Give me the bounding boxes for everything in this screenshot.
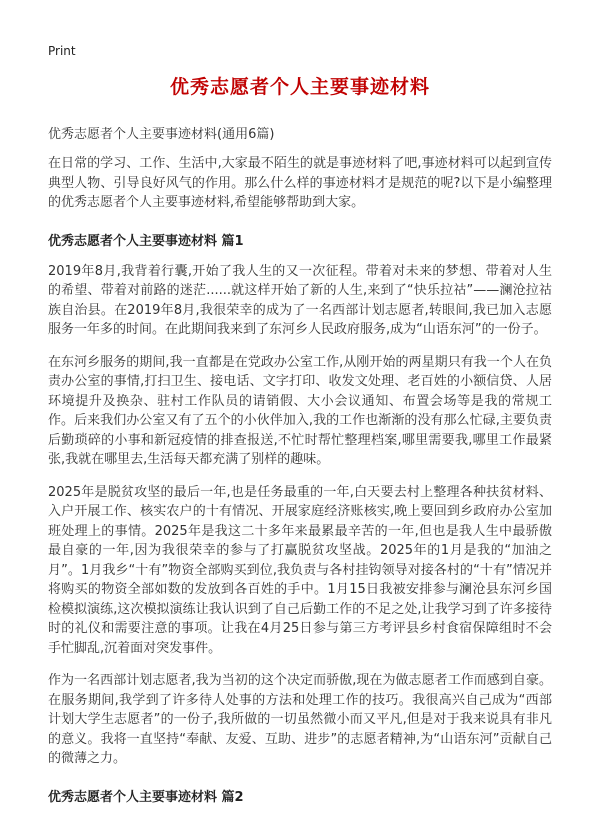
print-button[interactable]: Print bbox=[48, 44, 76, 58]
section-1-paragraph-1: 2019年8月,我背着行囊,开始了我人生的又一次征程。带着对未来的梦想、带着对人生的希望、带着对前路的迷茫......就这样开始了新的人生,来到了“快乐拉祜”——澜沧拉祜族自治县。在2019年8月,我很荣幸的成为了一名西部计划志愿者,转眼间,我已加入志愿服务一年多的时间。在此期间我来到了东河乡人民政府服务,成为“山语东河”的一份子。 bbox=[48, 263, 552, 337]
section-1-heading: 优秀志愿者个人主要事迹材料 篇1 bbox=[48, 233, 244, 249]
section-1-paragraph-4: 作为一名西部计划志愿者,我为当初的这个决定而骄傲,现在为做志愿者工作而感到自豪。在服务期间,我学到了许多待人处事的方法和处理工作的技巧。我很高兴自己成为“西部计划大学生志愿者”的一份子,我所做的一切虽然微小而又平凡,但是对于我来说具有非凡的意义。我将一直坚持“奉献、友爱、互助、进步”的志愿者精神,为“山语东河”贡献自己的微薄之力。 bbox=[48, 673, 552, 766]
page-title: 优秀志愿者个人主要事迹材料 bbox=[169, 76, 430, 98]
section-1-paragraph-2: 在东河乡服务的期间,我一直都是在党政办公室工作,从刚开始的两星期只有我一个人在负责办公室的事情,打扫卫生、接电话、文字打印、收发文处理、老百姓的小额信贷、人居环境提升及换杂、驻村工作队员的请销假、大小会议通知、布置会场等是我的常规工作。后来我们办公室又有了五个的小伙伴加入,我的工作也渐渐的没有那么忙碌,主要负责后勤琐碎的小事和新冠疫情的排查报送,不忙时帮忙整理档案,哪里需要我,哪里工作最紧张,我就在哪里去,生活每天都充满了别样的趣味。 bbox=[48, 354, 552, 467]
document-subtitle: 优秀志愿者个人主要事迹材料(通用6篇) bbox=[48, 127, 275, 142]
section-1-paragraph-3: 2025年是脱贫攻坚的最后一年,也是任务最重的一年,白天要去村上整理各种扶贫材料、入户开展工作、核实农户的十有情况、开展家庭经济账核实,晚上要回到乡政府办公室加班处理上的事情。2025年是我这二十多年来最累最辛苦的一年,但也是我人生中最骄傲最自豪的一年,因为我很荣幸的参与了打赢脱贫攻坚战。2025年的1月是我的“加油之月”。1月我乡“十有”物资全部购买到位,我负责与各村挂钩领导对接各村的“十有”情况并将购买的物资全部如数的发放到各百姓的手中。1月15日我被安排参与澜沧县东河乡国检模拟演练,这次模拟演练让我认识到了自己后勤工作的不足之处,让我学习到了许多接待时的礼仪和需要注意的事项。让我在4月25日参与第三方考评县乡村食宿保障组时不会手忙脚乱,沉着面对突发事件。 bbox=[48, 484, 552, 656]
section-2-heading: 优秀志愿者个人主要事迹材料 篇2 bbox=[48, 789, 244, 805]
intro-paragraph: 在日常的学习、工作、生活中,大家最不陌生的就是事迹材料了吧,事迹材料可以起到宣传典型人物、引导良好风气的作用。那么什么样的事迹材料才是规范的呢?以下是小编整理的优秀志愿者个人主要事迹材料,希望能够帮助到大家。 bbox=[48, 156, 552, 210]
